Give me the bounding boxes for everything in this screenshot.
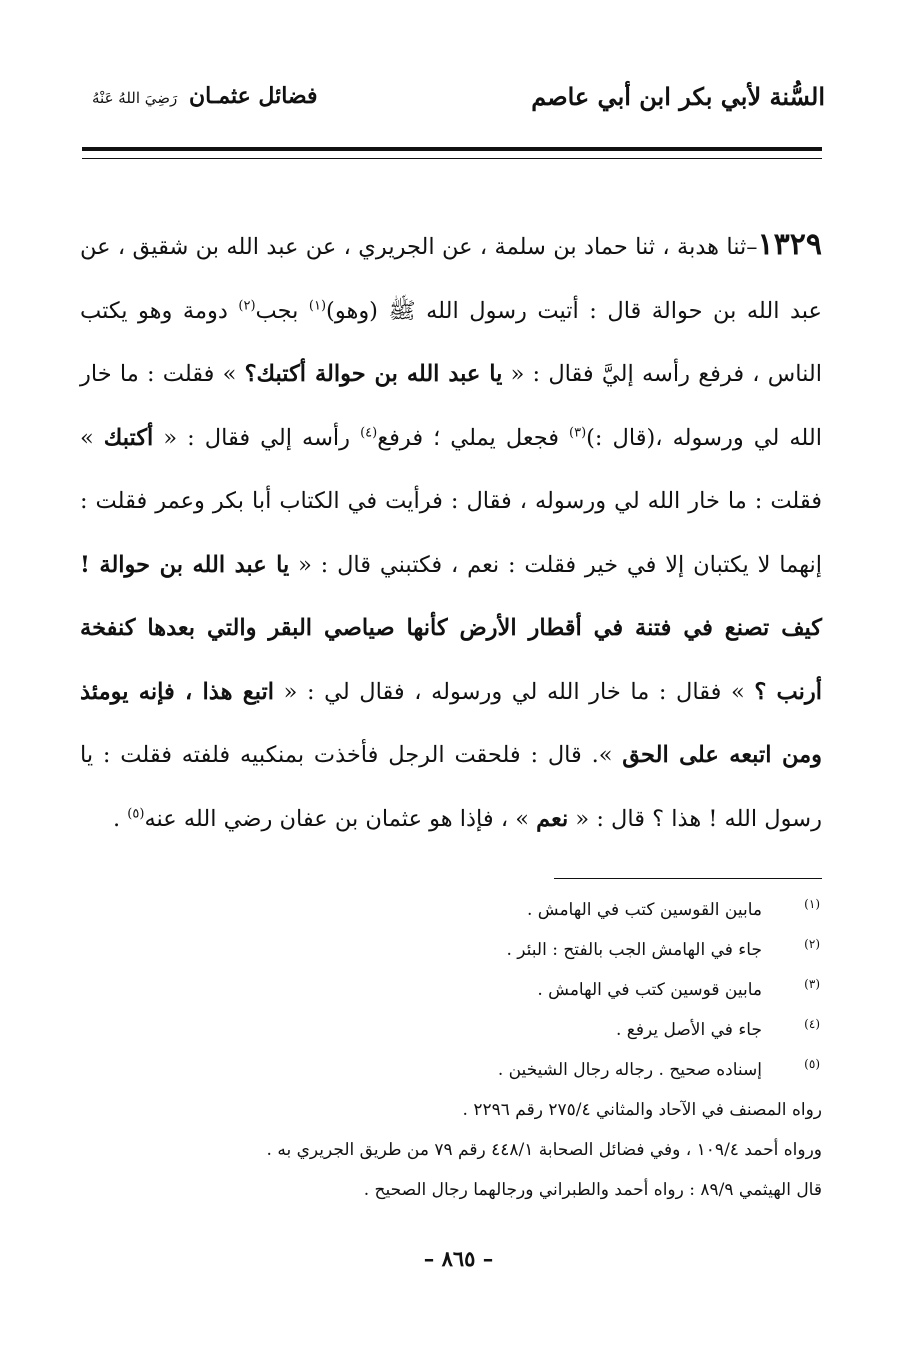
text-segment: » ، فإذا هو عثمان بن عفان رضي الله عنه xyxy=(144,805,537,832)
footnote xyxy=(100,1010,822,1050)
footnote-ref: (٢) xyxy=(238,298,256,313)
footnote xyxy=(100,890,822,930)
text-segment: » فقلت : ما خار الله لي ورسوله ،(قال :) xyxy=(80,361,822,451)
footnote-text: جاء في الهامش الجب بالفتح : البئر . xyxy=(506,940,762,960)
book-title: السُّنة لأبي بكر ابن أبي عاصم xyxy=(531,81,825,111)
hadith-text xyxy=(80,213,822,851)
text-segment: بجب xyxy=(255,297,309,324)
honorific-phrase: رَضِيَ اللهُ عَنْهُ xyxy=(92,89,178,107)
footnote-text: مابين قوسين كتب في الهامش . xyxy=(537,980,762,1000)
header-rule-thin xyxy=(82,158,822,159)
text-segment: –ثنا هدبة ، ثنا حماد بن سلمة ، عن الجريري ، عن عبد الله بن شقيق ، عن عبد الله بن حوالة قال : أتيت رسول الله ﷺ (وهو) xyxy=(80,234,822,324)
footnote xyxy=(100,970,822,1010)
text-segment: فجعل يملي ؛ فرفع xyxy=(377,424,570,451)
running-header xyxy=(92,72,825,120)
text-segment: رأسه إلي فقال : « xyxy=(153,424,361,451)
footnote-number: (٢) xyxy=(804,937,820,951)
page-number: – ٨٦٥ – xyxy=(423,1246,494,1271)
prophetic-speech: أكتبك xyxy=(103,424,154,451)
text-segment: » فقال : ما خار الله لي ورسوله ، فقال لي : « xyxy=(274,678,755,705)
prophetic-speech: يا عبد الله بن حوالة ! كيف تصنع في فتنة في أقطار الأرض كأنها صياصي البقر والتي بعدها كنفخة أرنب ؟ xyxy=(80,551,823,705)
footnote-number: (٣) xyxy=(804,977,820,991)
text-segment: . xyxy=(112,805,128,832)
section-title-text: فضائل عثمـان xyxy=(188,83,318,109)
footnote-continuation: ورواه أحمد ١٠٩/٤ ، وفي فضائل الصحابة ٤٤٨/١ رقم ٧٩ من طريق الجريري به . xyxy=(266,1140,822,1160)
text-segment: دومة وهو يكتب الناس ، فرفع رأسه إليَّ فقال : « xyxy=(80,297,822,387)
footnote xyxy=(100,1050,822,1090)
section-title xyxy=(92,83,318,109)
prophetic-speech: نعم xyxy=(536,805,569,832)
footnote-ref: (١) xyxy=(308,298,327,313)
footnote xyxy=(100,930,822,970)
prophetic-speech: يا عبد الله بن حوالة أكتبك؟ xyxy=(244,361,503,387)
header-rule-thick xyxy=(82,147,822,151)
prophetic-speech: اتبع هذا ، فإنه يومئذ ومن اتبعه على الحق xyxy=(80,678,823,768)
footnote-text: إسناده صحيح . رجاله رجال الشيخين . xyxy=(497,1060,762,1080)
footnote-ref: (٤) xyxy=(360,425,378,440)
text-segment: » فقلت : ما خار الله لي ورسوله ، فقال : فرأيت في الكتاب أبا بكر وعمر فقلت : إنهما لا يكتبان إلا في خير فقلت : نعم ، فكتبني قال : « xyxy=(80,424,822,578)
footnote-number: (٥) xyxy=(804,1057,820,1071)
hadith-number: ١٣٢٩ xyxy=(757,227,822,262)
footnote-text: مابين القوسين كتب في الهامش . xyxy=(526,900,762,920)
footnote-ref: (٥) xyxy=(127,806,145,821)
text-segment: ». قال : فلحقت الرجل فأخذت بمنكبيه فلفته فقلت : يا رسول الله ! هذا ؟ قال : « xyxy=(80,742,822,832)
footnote-continuation: قال الهيثمي ٨٩/٩ : رواه أحمد والطبراني ورجالهما رجال الصحيح . xyxy=(363,1180,822,1200)
footnote-continuation: رواه المصنف في الآحاد والمثاني ٢٧٥/٤ رقم ٢٢٩٦ . xyxy=(462,1100,822,1120)
footnotes xyxy=(100,890,822,1210)
footnote-number: (٤) xyxy=(804,1017,820,1031)
footnote-number: (١) xyxy=(804,897,820,911)
footnote-separator xyxy=(554,878,822,879)
footnote-ref: (٣) xyxy=(569,425,587,440)
footnote-text: جاء في الأصل يرفع . xyxy=(615,1020,762,1040)
